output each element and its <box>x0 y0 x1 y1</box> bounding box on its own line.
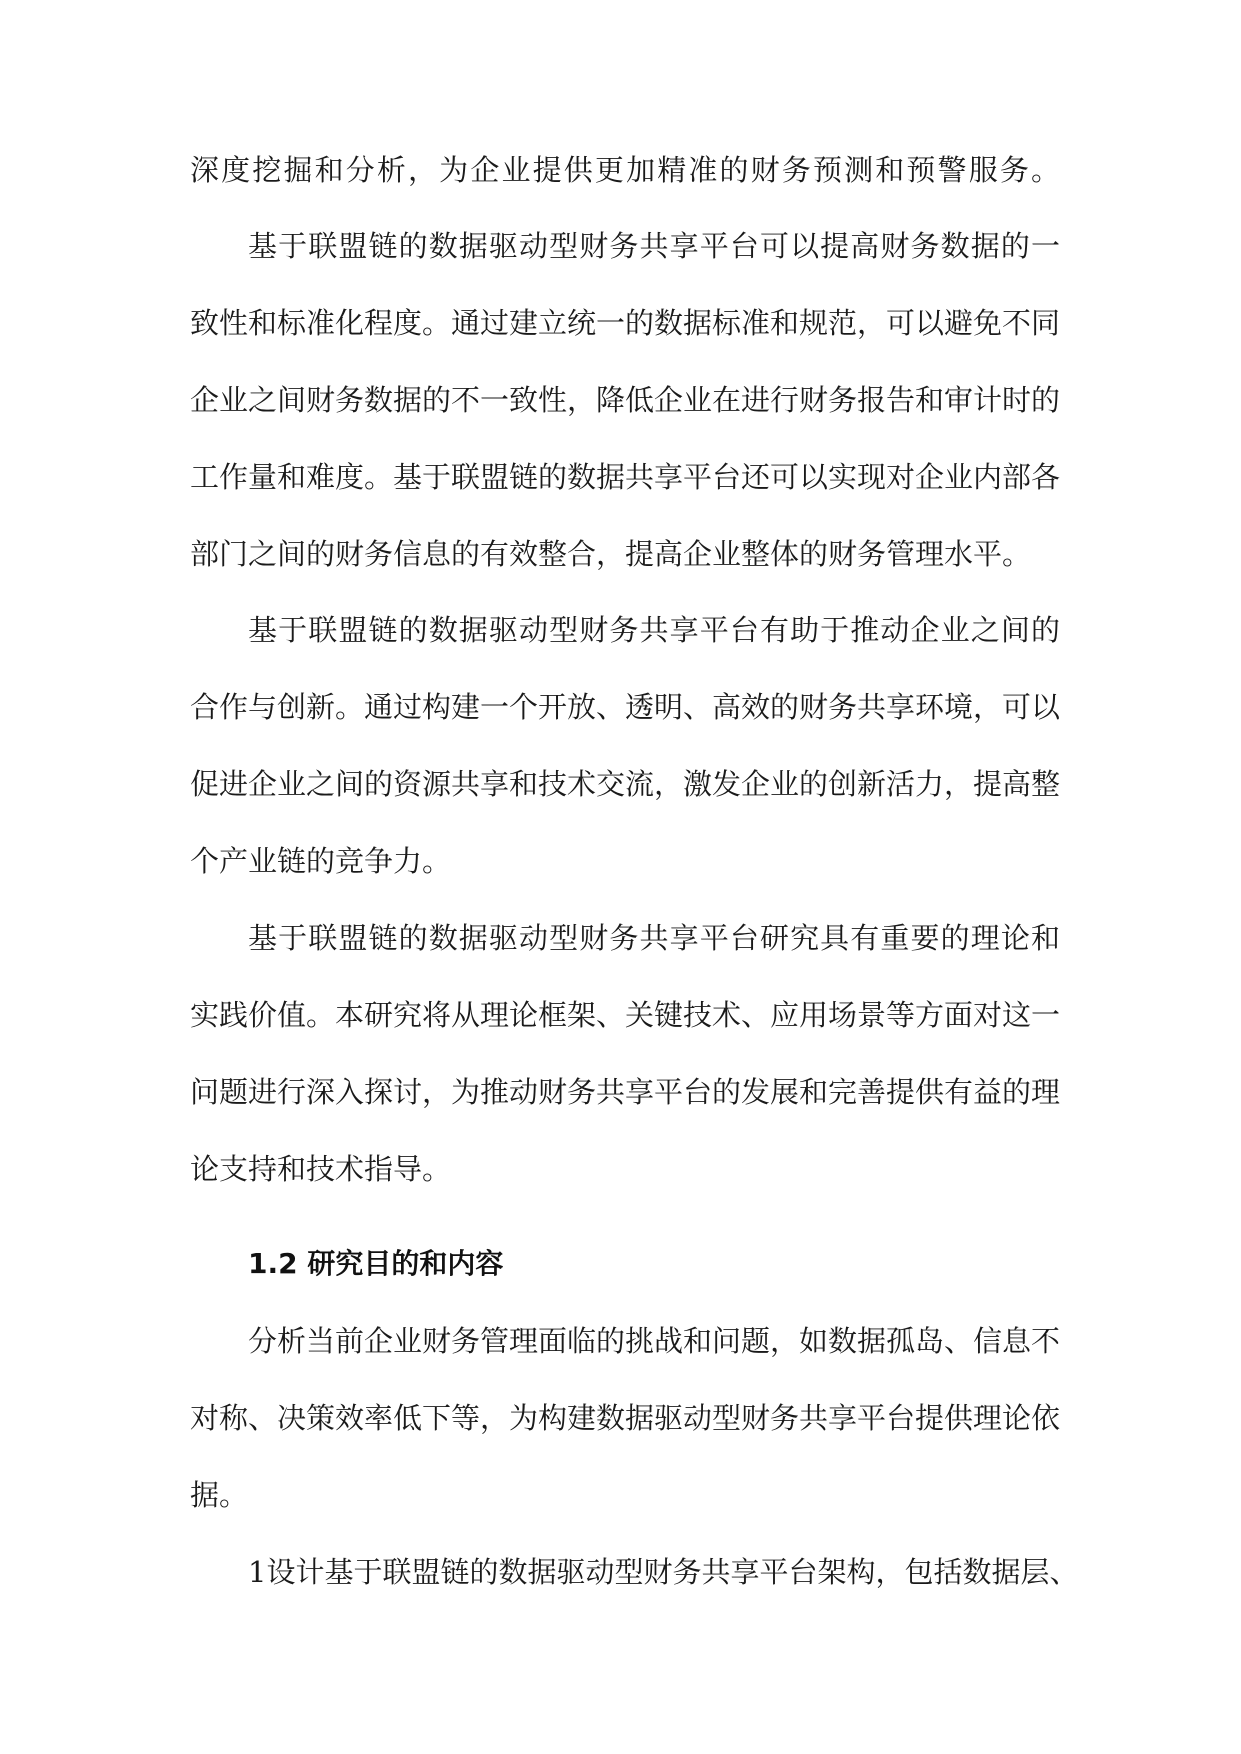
paragraph-line: 问题进行深入探讨，为推动财务共享平台的发展和完善提供有益的理 <box>190 1075 1061 1109</box>
paragraph-line: 实践价值。本研究将从理论框架、关键技术、应用场景等方面对这一 <box>190 998 1061 1032</box>
paragraph-line: 深度挖掘和分析，为企业提供更加精准的财务预测和预警服务。 <box>190 153 1060 187</box>
paragraph-line: 促进企业之间的资源共享和技术交流，激发企业的创新活力，提高整 <box>190 767 1061 801</box>
paragraph-line: 工作量和难度。基于联盟链的数据共享平台还可以实现对企业内部各 <box>190 460 1061 494</box>
paragraph-line: 部门之间的财务信息的有效整合，提高企业整体的财务管理水平。 <box>190 537 1032 571</box>
paragraph-line: 致性和标准化程度。通过建立统一的数据标准和规范，可以避免不同 <box>190 306 1061 340</box>
paragraph-line: 基于联盟链的数据驱动型财务共享平台有助于推动企业之间的 <box>248 613 1060 647</box>
section-heading: 1.2 研究目的和内容 <box>248 1247 504 1280</box>
paragraph-line: 基于联盟链的数据驱动型财务共享平台可以提高财务数据的一 <box>248 229 1060 263</box>
paragraph-line: 据。 <box>190 1478 249 1512</box>
paragraph-line: 分析当前企业财务管理面临的挑战和问题，如数据孤岛、信息不 <box>248 1324 1061 1358</box>
paragraph-line: 个产业链的竞争力。 <box>190 844 452 878</box>
paragraph-line: 对称、决策效率低下等，为构建数据驱动型财务共享平台提供理论依 <box>190 1401 1061 1435</box>
paragraph-line: 1设计基于联盟链的数据驱动型财务共享平台架构，包括数据层、 <box>248 1555 1079 1589</box>
paragraph-line: 企业之间财务数据的不一致性，降低企业在进行财务报告和审计时的 <box>190 383 1061 417</box>
paragraph-line: 论支持和技术指导。 <box>190 1152 452 1186</box>
paragraph-line: 合作与创新。通过构建一个开放、透明、高效的财务共享环境，可以 <box>190 690 1061 724</box>
paragraph-line: 基于联盟链的数据驱动型财务共享平台研究具有重要的理论和 <box>248 921 1060 955</box>
